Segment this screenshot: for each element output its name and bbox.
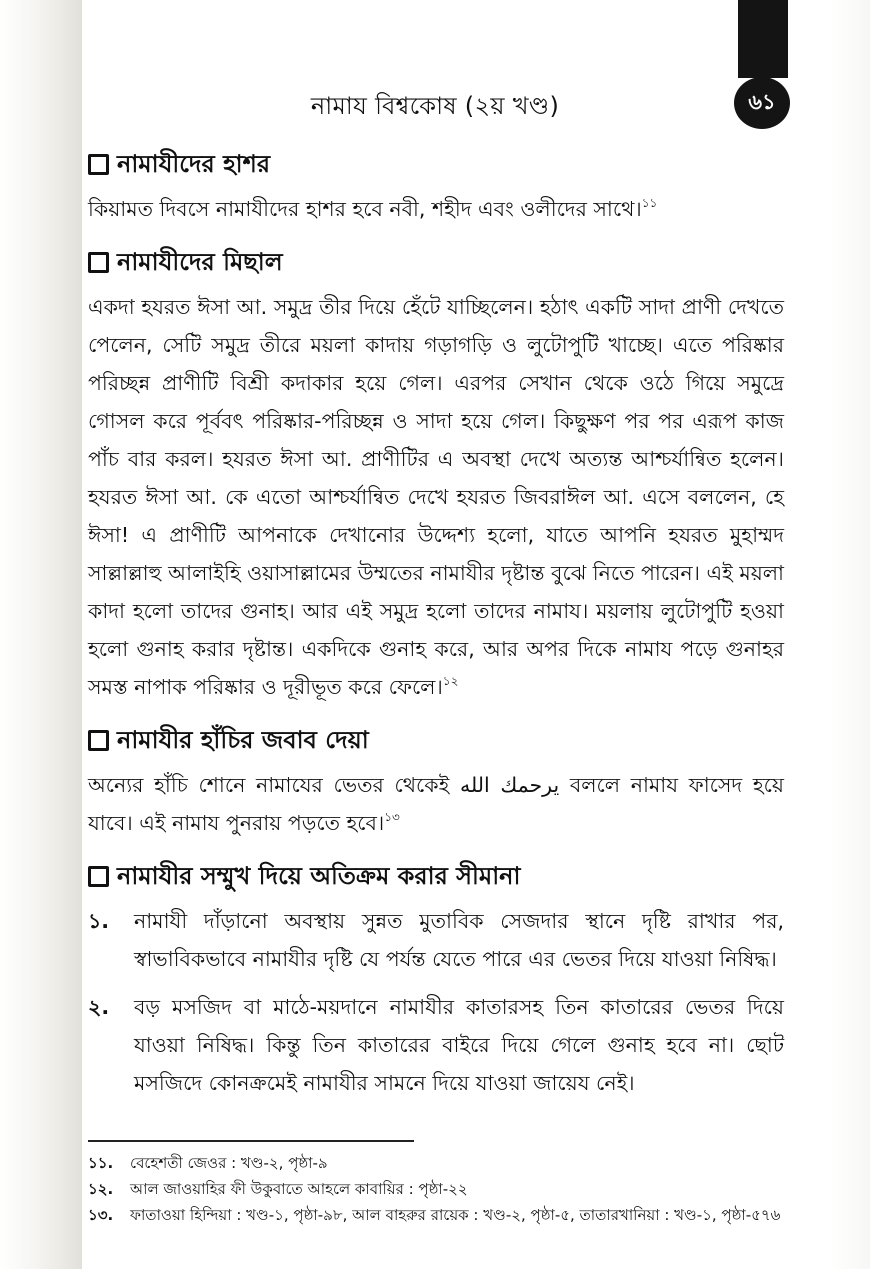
- footnotes: [88, 1150, 784, 1228]
- footnote: [88, 1202, 784, 1228]
- page-body: [88, 136, 784, 1116]
- list-text: বড় মসজিদ বা মাঠে-ময়দানে নামাযীর কাতারসহ তিন কাতারের ভেতর দিয়ে যাওয়া নিষিদ্ধ। কিন্তু তিন কাতারের বাইরে দিয়ে গেলে গুনাহ হবে না। ছোট মসজিদে কোনক্রমেই নামাযীর সামনে দিয়ে যাওয়া জায়েয নেই।: [134, 995, 784, 1095]
- footnote-number: ১৩.: [88, 1206, 114, 1224]
- list-number: ১.: [88, 909, 110, 933]
- footnote: [88, 1176, 784, 1202]
- numbered-list: [88, 902, 784, 1102]
- footnote-ref[interactable]: ১৩: [384, 810, 400, 824]
- list-text: নামাযী দাঁড়ানো অবস্থায় সুন্নত মুতাবিক সেজদার স্থানে দৃষ্টি রাখার পর, স্বাভাবিকভাবে নামাযীর দৃষ্টি যে পর্যন্ত যেতে পারে এর ভেতর দিয়ে যাওয়া নিষিদ্ধ।: [134, 909, 784, 971]
- chapter-tab-marker: [738, 0, 788, 78]
- footnote-divider: [88, 1140, 414, 1142]
- section-passing-limit: [88, 856, 784, 1102]
- paragraph-text: কিয়ামত দিবসে নামাযীদের হাশর হবে নবী, শহীদ এবং ওলীদের সাথে।: [88, 197, 642, 221]
- section-sneeze-reply: [88, 720, 784, 842]
- section-heading: [88, 856, 784, 896]
- section-heading-text: নামাযীর হাঁচির জবাব দেয়া: [117, 726, 369, 754]
- paragraph: [88, 288, 784, 706]
- footnote-number: ১২.: [88, 1180, 114, 1198]
- footnote-text: ফাতাওয়া হিন্দিয়া : খণ্ড-১, পৃষ্ঠা-৯৮, আল বাহরুর রায়েক : খণ্ড-২, পৃষ্ঠা-৫, তাতারখানিয়া : খণ্ড-১, পৃষ্ঠা-৫৭৬: [130, 1206, 781, 1224]
- paragraph: [88, 766, 784, 842]
- book-spine-shadow: [0, 0, 82, 1269]
- section-heading: [88, 242, 784, 282]
- paragraph-text: একদা হযরত ঈসা আ. সমুদ্র তীর দিয়ে হেঁটে যাচ্ছিলেন। হঠাৎ একটি সাদা প্রাণী দেখতে পেলেন, সেটি সমুদ্র তীরে ময়লা কাদায় গড়াগড়ি ও লুটোপুটি খাচ্ছে। এতে পরিষ্কার পরিচ্ছন্ন প্রাণীটি বিশ্রী কদাকার হয়ে গেল। এরপর সেখান থেকে ওঠে গিয়ে সমুদ্রে গোসল করে পূর্ববৎ পরিষ্কার-পরিচ্ছন্ন ও সাদা হয়ে গেল। কিছুক্ষণ পর পর এরূপ কাজ পাঁচ বার করল। হযরত ঈসা আ. প্রাণীটির এ অবস্থা দেখে অত্যন্ত আশ্চর্যান্বিত হলেন। হযরত ঈসা আ. কে এতো আশ্চর্যান্বিত দেখে হযরত জিবরাঈল আ. এসে বললেন, হে ঈসা! এ প্রাণীটি আপনাকে দেখানোর উদ্দেশ্য হলো, যাতে আপনি হযরত মুহাম্মদ সাল্লাল্লাহু আলাইহি ওয়াসাল্লামের উম্মতের নামাযীর দৃষ্টান্ত বুঝে নিতে পারেন। এই ময়লা কাদা হলো তাদের গুনাহ। আর এই সমুদ্র হলো তাদের নামায। ময়লায় লুটোপুটি হওয়া হলো গুনাহ করার দৃষ্টান্ত। একদিকে গুনাহ করে, আর অপর দিকে নামায পড়ে গুনাহর সমস্ত নাপাক পরিষ্কার ও দূরীভূত করে ফেলে।: [88, 295, 785, 699]
- section-heading-text: নামাযীদের হাশর: [117, 150, 271, 178]
- footnote-text: বেহেশতী জেওর : খণ্ড-২, পৃষ্ঠা-৯: [130, 1154, 328, 1172]
- paragraph-text: অন্যের হাঁচি শোনে নামাযের ভেতর থেকেই: [88, 773, 450, 797]
- footnote-ref[interactable]: ১১: [641, 196, 658, 210]
- paragraph-text: বললে নামায ফাসেদ হয়ে যাবে। এই নামায পুনরায় পড়তে হবে।: [88, 773, 784, 835]
- footnote-ref[interactable]: ১২: [442, 674, 459, 688]
- section-hashr: [88, 144, 784, 228]
- list-number: ২.: [88, 995, 110, 1019]
- running-header: নামায বিশ্বকোষ (২য় খণ্ড): [310, 92, 560, 120]
- checkbox-square-icon: [88, 730, 109, 751]
- page-number-badge: ৬১: [734, 77, 790, 129]
- list-item: [88, 988, 784, 1102]
- section-heading: [88, 720, 784, 760]
- section-mishal: [88, 242, 784, 706]
- checkbox-square-icon: [88, 154, 109, 175]
- arabic-phrase: يرحمك الله: [459, 773, 560, 797]
- list-item: [88, 902, 784, 978]
- paragraph: [88, 190, 784, 228]
- checkbox-square-icon: [88, 252, 109, 273]
- page-right-margin: [830, 0, 870, 1269]
- footnote-number: ১১.: [88, 1154, 114, 1172]
- section-heading: [88, 144, 784, 184]
- section-heading-text: নামাযীদের মিছাল: [117, 248, 283, 276]
- footnote: [88, 1150, 784, 1176]
- checkbox-square-icon: [88, 866, 109, 887]
- footnote-text: আল জাওয়াহির ফী উকুবাতে আহলে কাবায়ির : পৃষ্ঠা-২২: [130, 1180, 468, 1198]
- section-heading-text: নামাযীর সম্মুখ দিয়ে অতিক্রম করার সীমানা: [117, 862, 521, 890]
